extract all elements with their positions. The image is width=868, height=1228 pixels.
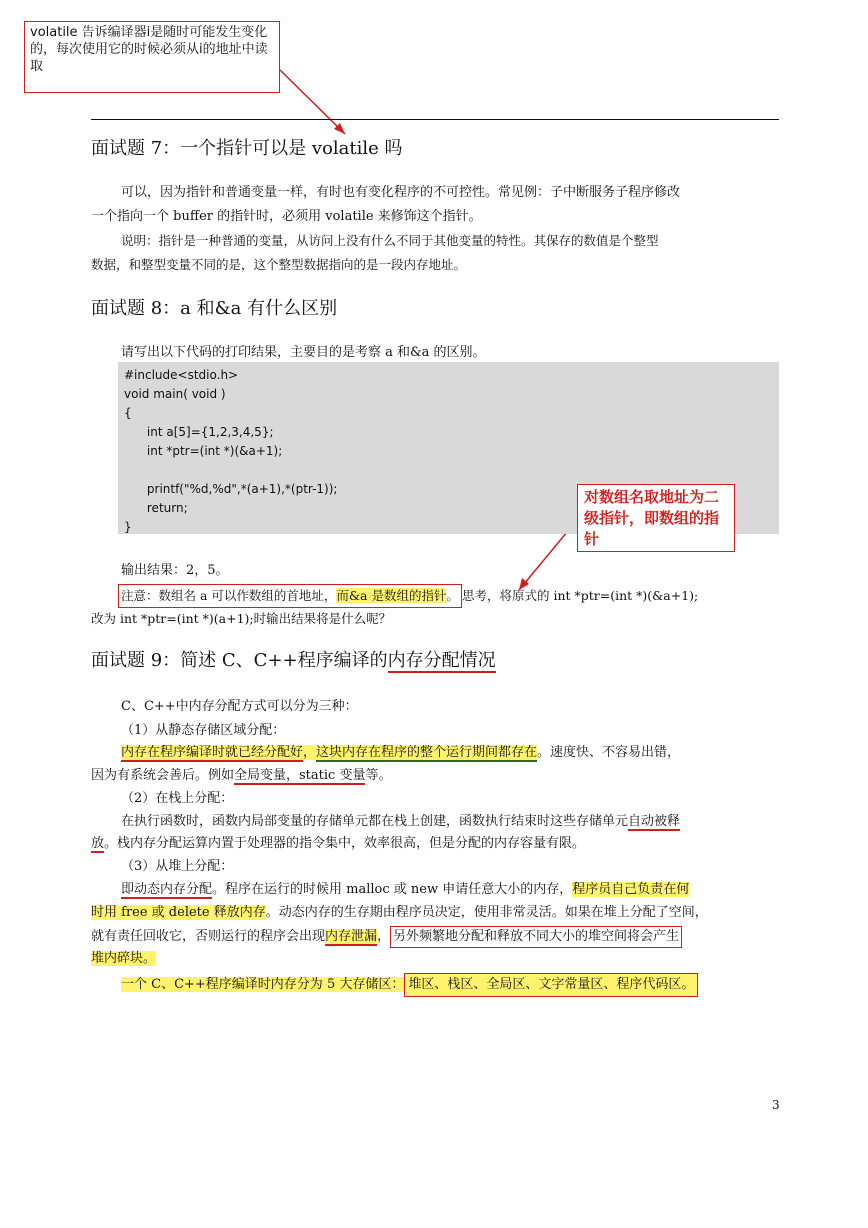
q8-note-line1 — [118, 584, 698, 608]
s1-rest: 。速度快、不容易出错， — [537, 745, 681, 760]
s3-line2b: 。动态内存的生存期由程序员决定，使用非常灵活。如果在堆上分配了空间， — [265, 905, 708, 920]
s3-highlight-a: 程序员自己负责在何 — [572, 882, 690, 897]
s3-highlight-c: 堆内碎块。 — [91, 951, 157, 966]
note-part4: 思考，将原式的 int *ptr=(int *)(&a+1); — [461, 588, 699, 603]
code-line: { — [124, 406, 132, 420]
s3-line1b: 。程序在运行的时候用 malloc 或 new 申请任意大小的内存， — [212, 882, 573, 897]
code-line: void main( void ) — [124, 387, 226, 401]
s3-redbox: 另外频繁地分配和释放不同大小的堆空间将会产生 — [390, 926, 682, 948]
q9-s3-line4 — [91, 949, 156, 969]
summary-highlight: 一个 C、C++程序编译时内存分为 5 大存储区： — [121, 977, 405, 992]
s2-line1a: 在执行函数时，函数内局部变量的存储单元都在栈上创建，函数执行结束时这些存储单元 — [121, 814, 629, 829]
q9-title-part1: 面试题 9：简述 C、C++程序编译的 — [91, 650, 388, 671]
s1-highlight-a: 内存在程序编译时就已经分配好 — [121, 745, 304, 760]
q9-s1-line1 — [121, 743, 680, 763]
s2-underlined-a: 自动被释 — [628, 814, 681, 829]
s3-line3c: ， — [377, 929, 391, 944]
q8-output: 输出结果：2，5。 — [121, 563, 229, 578]
s1-comma: ， — [303, 745, 317, 760]
note-part1: 注意：数组名 a 可以作数组的首地址， — [121, 588, 337, 603]
q7-title: 面试题 7：一个指针可以是 volatile 吗 — [91, 138, 403, 159]
s3-underlined: 即动态内存分配 — [121, 882, 213, 897]
s1-line2-underlined: 全局变量，static 变量 — [234, 768, 366, 783]
q8-title: 面试题 8：a 和&a 有什么区别 — [91, 298, 338, 319]
q7-p1-line2: 一个指向一个 buffer 的指针时，必须用 volatile 来修饰这个指针。 — [91, 209, 482, 224]
arrow-volatile — [280, 70, 345, 134]
s1-line2c: 等。 — [365, 768, 392, 783]
summary-redbox: 堆区、栈区、全局区、文字常量区、程序代码区。 — [404, 973, 698, 997]
s1-line2a: 因为有系统会善后。例如 — [91, 768, 235, 783]
q9-s3-line1 — [121, 880, 689, 900]
note-highlight: 而&a 是数组的指针 — [336, 588, 447, 603]
annotation-array-pointer: 对数组名取地址为二级指针，即数组的指针 — [577, 484, 735, 552]
q9-title-underlined: 内存分配情况 — [387, 650, 496, 671]
note-redbox — [118, 584, 462, 608]
code-line: return; — [124, 501, 188, 515]
s1-highlight-c: 这块内存在程序的整个运行期间都存在 — [316, 745, 538, 760]
annotation-volatile: volatile 告诉编译器i是随时可能发生变化的，每次使用它的时候必须从i的地址中读取 — [24, 21, 280, 93]
q9-s2-line2 — [91, 834, 585, 854]
code-line — [124, 461, 773, 480]
q9-s1-line2 — [91, 766, 391, 786]
s3-highlight-b: 时用 free 或 delete 释放内存 — [91, 905, 266, 920]
q9-s2-line1 — [121, 812, 680, 832]
code-line: int *ptr=(int *)(&a+1); — [124, 444, 283, 458]
code-line: int a[5]={1,2,3,4,5}; — [124, 425, 274, 439]
q7-p2-line2: 数据，和整型变量不同的是，这个整型数据指向的是一段内存地址。 — [91, 257, 467, 272]
s2-line2b: 。栈内存分配运算内置于处理器的指令集中，效率很高，但是分配的内存容量有限。 — [104, 836, 586, 851]
q9-intro: C、C++中内存分配方式可以分为三种： — [121, 699, 358, 714]
page-number: 3 — [772, 1098, 780, 1112]
q9-summary — [121, 973, 698, 997]
q9-title — [91, 649, 496, 673]
q9-s3-line3 — [91, 926, 682, 948]
header-rule — [91, 119, 779, 120]
code-line: } — [124, 520, 132, 534]
s2-underlined-b: 放 — [91, 836, 105, 851]
q9-s2-head: （2）在栈上分配： — [121, 791, 234, 806]
q9-s3-line2 — [91, 903, 708, 923]
note-part3: 。 — [446, 588, 459, 603]
q8-note-line2: 改为 int *ptr=(int *)(a+1);时输出结果将是什么呢？ — [91, 611, 392, 626]
q7-p2-line1: 说明：指针是一种普通的变量，从访问上没有什么不同于其他变量的特性。其保存的数值是个整型 — [121, 233, 659, 248]
s3-line3a: 就有责任回收它，否则运行的程序会出现 — [91, 929, 326, 944]
s3-memory-leak: 内存泄漏 — [325, 929, 378, 944]
q9-s3-head: （3）从堆上分配： — [121, 859, 234, 874]
q9-s1-head: （1）从静态存储区域分配： — [121, 723, 286, 738]
q8-intro: 请写出以下代码的打印结果，主要目的是考察 a 和&a 的区别。 — [121, 345, 486, 360]
q7-p1-line1: 可以，因为指针和普通变量一样，有时也有变化程序的不可控性。常见例：子中断服务子程序修改 — [121, 185, 681, 200]
code-line: #include<stdio.h> — [124, 368, 239, 382]
code-line: printf("%d,%d",*(a+1),*(ptr-1)); — [124, 482, 338, 496]
